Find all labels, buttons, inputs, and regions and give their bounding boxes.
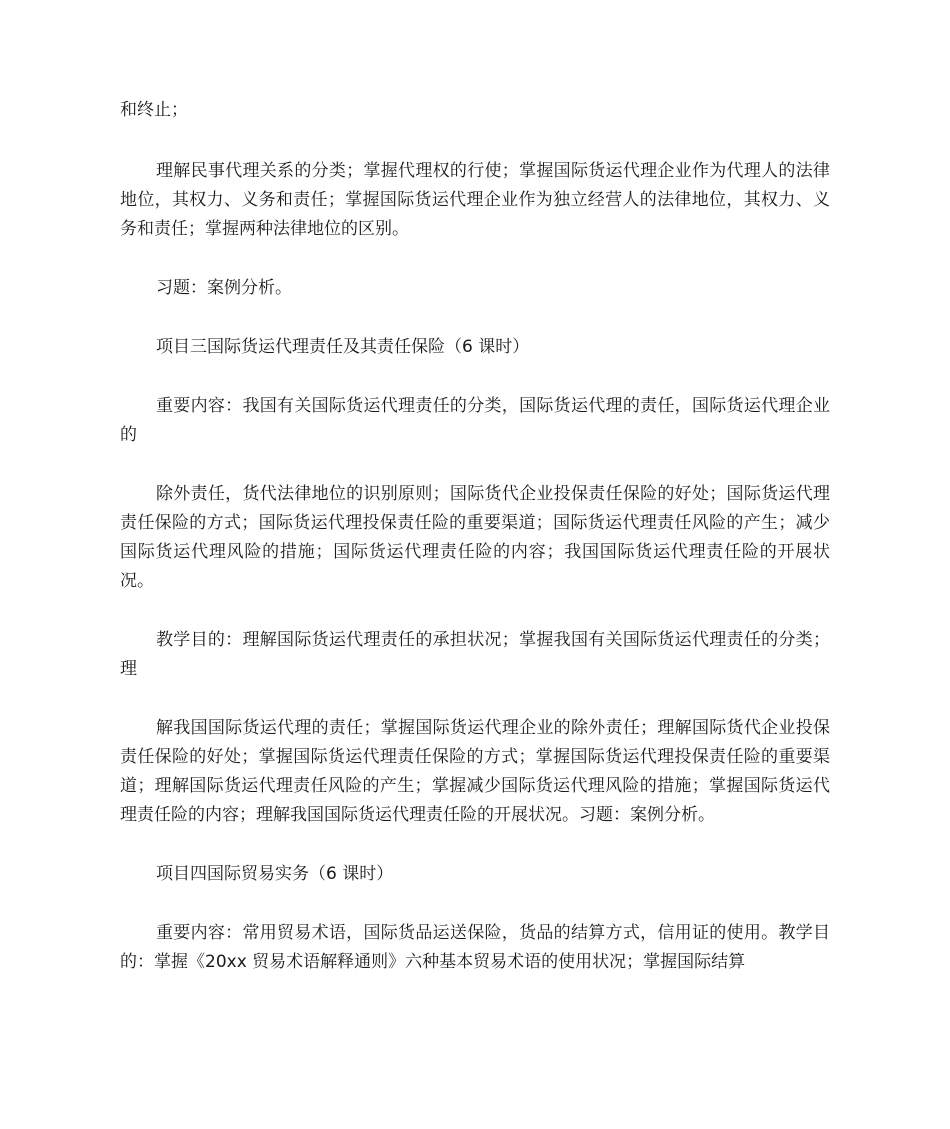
paragraph-teaching-goals: 教学目的：理解国际货运代理责任的承担状况；掌握我国有关国际货运代理责任的分类；理: [120, 630, 830, 679]
document-page: [120, 96, 830, 1007]
section-heading-project-three: 项目三国际货运代理责任及其责任保险（6 课时）: [156, 337, 530, 357]
paragraph-agency-understanding: 理解民事代理关系的分类；掌握代理权的行使；掌握国际货运代理企业作为代理人的法律地位，其权力、义务和责任；掌握国际货运代理企业作为独立经营人的法律地位，其权力、义务和责任；掌握两种法律地位的区别。: [120, 161, 830, 239]
paragraph-key-content: 重要内容：我国有关国际货运代理责任的分类，国际货运代理的责任，国际货运代理企业的: [120, 396, 830, 445]
paragraph-teaching-goals-continued: 解我国国际货运代理的责任；掌握国际货运代理企业的除外责任；理解国际货代企业投保责任保险的好处；掌握国际货运代理责任保险的方式；掌握国际货运代理投保责任险的重要渠道；理解国际货运代理责任风险的产生；掌握减少国际货运代理风险的措施；掌握国际货运代理责任险的内容；理解我国国际货运代理责任险的开展状况。习题：案例分析。: [120, 718, 830, 825]
paragraph-trade-practice: 重要内容：常用贸易术语，国际货品运送保险，货品的结算方式，信用证的使用。教学目的：掌握《20xx 贸易术语解释通则》六种基本贸易术语的使用状况；掌握国际结算: [120, 923, 830, 972]
paragraph-exercise: 习题：案例分析。: [156, 278, 292, 298]
paragraph-exclusions: 除外责任，货代法律地位的识别原则；国际货代企业投保责任保险的好处；国际货运代理责任保险的方式；国际货运代理投保责任险的重要渠道；国际货运代理责任风险的产生；减少国际货运代理风险的措施；国际货运代理责任险的内容；我国国际货运代理责任险的开展状况。: [120, 484, 830, 591]
section-heading-project-four: 项目四国际贸易实务（6 课时）: [156, 864, 394, 884]
paragraph-continuation: 和终止；: [120, 100, 188, 120]
